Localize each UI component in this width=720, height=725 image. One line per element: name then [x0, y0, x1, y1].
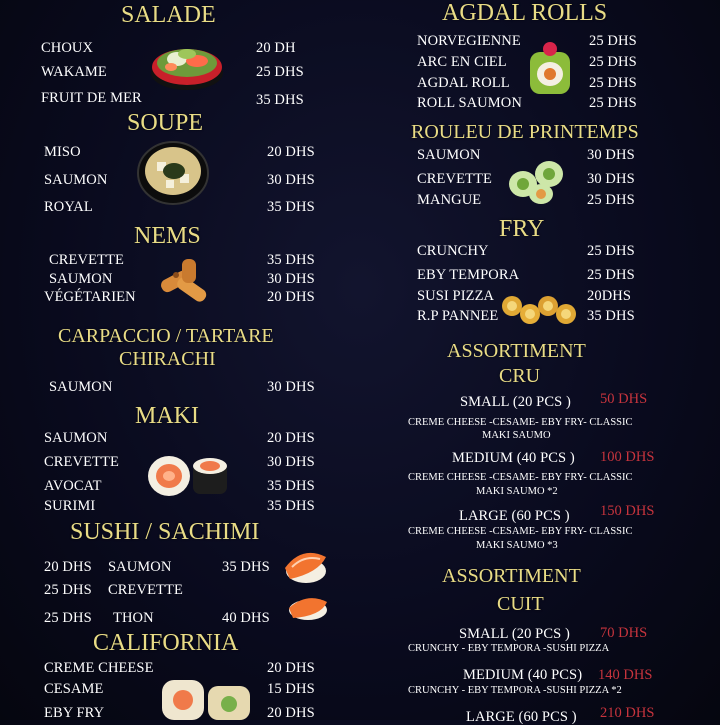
item-name: CREVETTE — [44, 454, 119, 470]
item-price: 35 DHS — [267, 199, 315, 215]
item-price: 35 DHS — [222, 559, 270, 575]
section-title: SOUPE — [127, 110, 204, 136]
item-price: 30 DHS — [267, 379, 315, 395]
section-title: CARPACCIO / TARTARE — [58, 325, 274, 347]
item-name: EBY TEMPORA — [417, 267, 520, 283]
section-title: MAKI — [135, 403, 199, 429]
item-price: 25 DHS — [256, 64, 304, 80]
item-price: 25 DHS — [587, 192, 635, 208]
nigiri-icon — [282, 543, 328, 587]
item-name: SUSI PIZZA — [417, 288, 495, 304]
section-title: ASSORTIMENT — [442, 565, 581, 587]
item-name: SAUMON — [44, 430, 108, 446]
item-price: 15 DHS — [267, 681, 315, 697]
item-price: 35 DHS — [267, 478, 315, 494]
item-name: CREME CHEESE — [44, 660, 154, 676]
item-price: 20 DH — [256, 40, 296, 56]
item-name: SURIMI — [44, 498, 96, 514]
item-name: FRUIT DE MER — [41, 90, 142, 106]
option-price: 100 DHS — [600, 449, 655, 465]
option-desc: MAKI SAUMO — [482, 430, 551, 441]
item-name: R.P PANNEE — [417, 308, 499, 324]
item-name: ROLL SAUMON — [417, 95, 522, 111]
item-price: 25 DHS — [589, 54, 637, 70]
item-price: 20 DHS — [267, 705, 315, 721]
agdal-roll-icon — [526, 40, 574, 96]
option-size: MEDIUM (40 PCS ) — [452, 450, 575, 466]
item-price: 25 DHS — [589, 33, 637, 49]
item-price: 30 DHS — [267, 172, 315, 188]
spring-rolls-icon — [156, 255, 218, 309]
item-name: MISO — [44, 144, 81, 160]
item-price: 30 DHS — [587, 147, 635, 163]
item-name: SAUMON — [44, 172, 108, 188]
item-name: CESAME — [44, 681, 104, 697]
item-name: VÉGÉTARIEN — [44, 289, 136, 305]
item-price: 30 DHS — [267, 454, 315, 470]
section-title: SALADE — [121, 2, 216, 28]
item-name: AGDAL ROLL — [417, 75, 510, 91]
option-size: LARGE (60 PCS ) — [466, 709, 577, 725]
section-title: AGDAL ROLLS — [442, 0, 608, 26]
option-size: MEDIUM (40 PCS) — [463, 667, 583, 683]
miso-soup-icon — [136, 140, 210, 206]
green-rolls-icon — [505, 152, 571, 204]
option-desc: CRUNCHY - EBY TEMPORA -SUSHI PIZZA — [408, 643, 610, 654]
option-desc: CREME CHEESE -CESAME- EBY FRY- CLASSIC — [408, 472, 633, 483]
california-rolls-icon — [160, 676, 252, 720]
section-title: CHIRACHI — [119, 348, 216, 370]
option-price: 140 DHS — [598, 667, 653, 683]
item-price: 25 DHS — [44, 610, 92, 626]
item-price: 20 DHS — [267, 430, 315, 446]
option-desc: MAKI SAUMO *3 — [476, 540, 558, 551]
option-price: 150 DHS — [600, 503, 655, 519]
item-name: CHOUX — [41, 40, 94, 56]
option-desc: CRUNCHY - EBY TEMPORA -SUSHI PIZZA *2 — [408, 685, 622, 696]
fried-rolls-icon — [500, 290, 580, 330]
item-name: THON — [113, 610, 154, 626]
section-title: NEMS — [134, 223, 201, 249]
option-desc: CREME CHEESE -CESAME- EBY FRY- CLASSIC — [408, 526, 633, 537]
section-title: CUIT — [497, 593, 544, 615]
option-desc: MAKI SAUMO *2 — [476, 486, 558, 497]
item-price: 35 DHS — [256, 92, 304, 108]
item-price: 20DHS — [587, 288, 632, 304]
item-name: CREVETTE — [49, 252, 124, 268]
item-price: 30 DHS — [267, 271, 315, 287]
item-name: SAUMON — [49, 271, 113, 287]
item-price: 30 DHS — [587, 171, 635, 187]
option-price: 70 DHS — [600, 625, 648, 641]
item-name: EBY FRY — [44, 705, 105, 721]
item-name: CREVETTE — [108, 582, 183, 598]
section-title: FRY — [499, 216, 545, 242]
item-price: 25 DHS — [589, 75, 637, 91]
item-name: CRUNCHY — [417, 243, 489, 259]
item-price: 25 DHS — [589, 95, 637, 111]
item-price: 25 DHS — [587, 243, 635, 259]
option-price: 210 DHS — [600, 705, 655, 721]
nigiri-icon — [287, 592, 329, 622]
section-title: SUSHI / SACHIMI — [70, 519, 260, 545]
section-title: ASSORTIMENT — [447, 340, 586, 362]
item-name: SAUMON — [417, 147, 481, 163]
item-price: 35 DHS — [267, 252, 315, 268]
option-size: LARGE (60 PCS ) — [459, 508, 570, 524]
item-price: 20 DHS — [44, 559, 92, 575]
option-size: SMALL (20 PCS ) — [460, 394, 571, 410]
item-price: 35 DHS — [267, 498, 315, 514]
item-name: AVOCAT — [44, 478, 102, 494]
item-price: 20 DHS — [267, 144, 315, 160]
salad-bowl-icon — [147, 37, 227, 93]
item-name: SAUMON — [49, 379, 113, 395]
option-size: SMALL (20 PCS ) — [459, 626, 570, 642]
item-price: 25 DHS — [44, 582, 92, 598]
item-name: ROYAL — [44, 199, 93, 215]
item-price: 20 DHS — [267, 289, 315, 305]
option-desc: CREME CHEESE -CESAME- EBY FRY- CLASSIC — [408, 417, 633, 428]
section-title: CALIFORNIA — [93, 630, 239, 656]
item-name: WAKAME — [41, 64, 107, 80]
item-price: 25 DHS — [587, 267, 635, 283]
section-title: CRU — [499, 365, 541, 387]
item-price: 40 DHS — [222, 610, 270, 626]
section-title: ROULEU DE PRINTEMPS — [411, 121, 639, 143]
option-price: 50 DHS — [600, 391, 648, 407]
item-name: CREVETTE — [417, 171, 492, 187]
item-name: ARC EN CIEL — [417, 54, 507, 70]
item-price: 20 DHS — [267, 660, 315, 676]
item-name: SAUMON — [108, 559, 172, 575]
item-price: 35 DHS — [587, 308, 635, 324]
item-name: NORVEGIENNE — [417, 33, 521, 49]
maki-rolls-icon — [145, 450, 231, 498]
item-name: MANGUE — [417, 192, 482, 208]
